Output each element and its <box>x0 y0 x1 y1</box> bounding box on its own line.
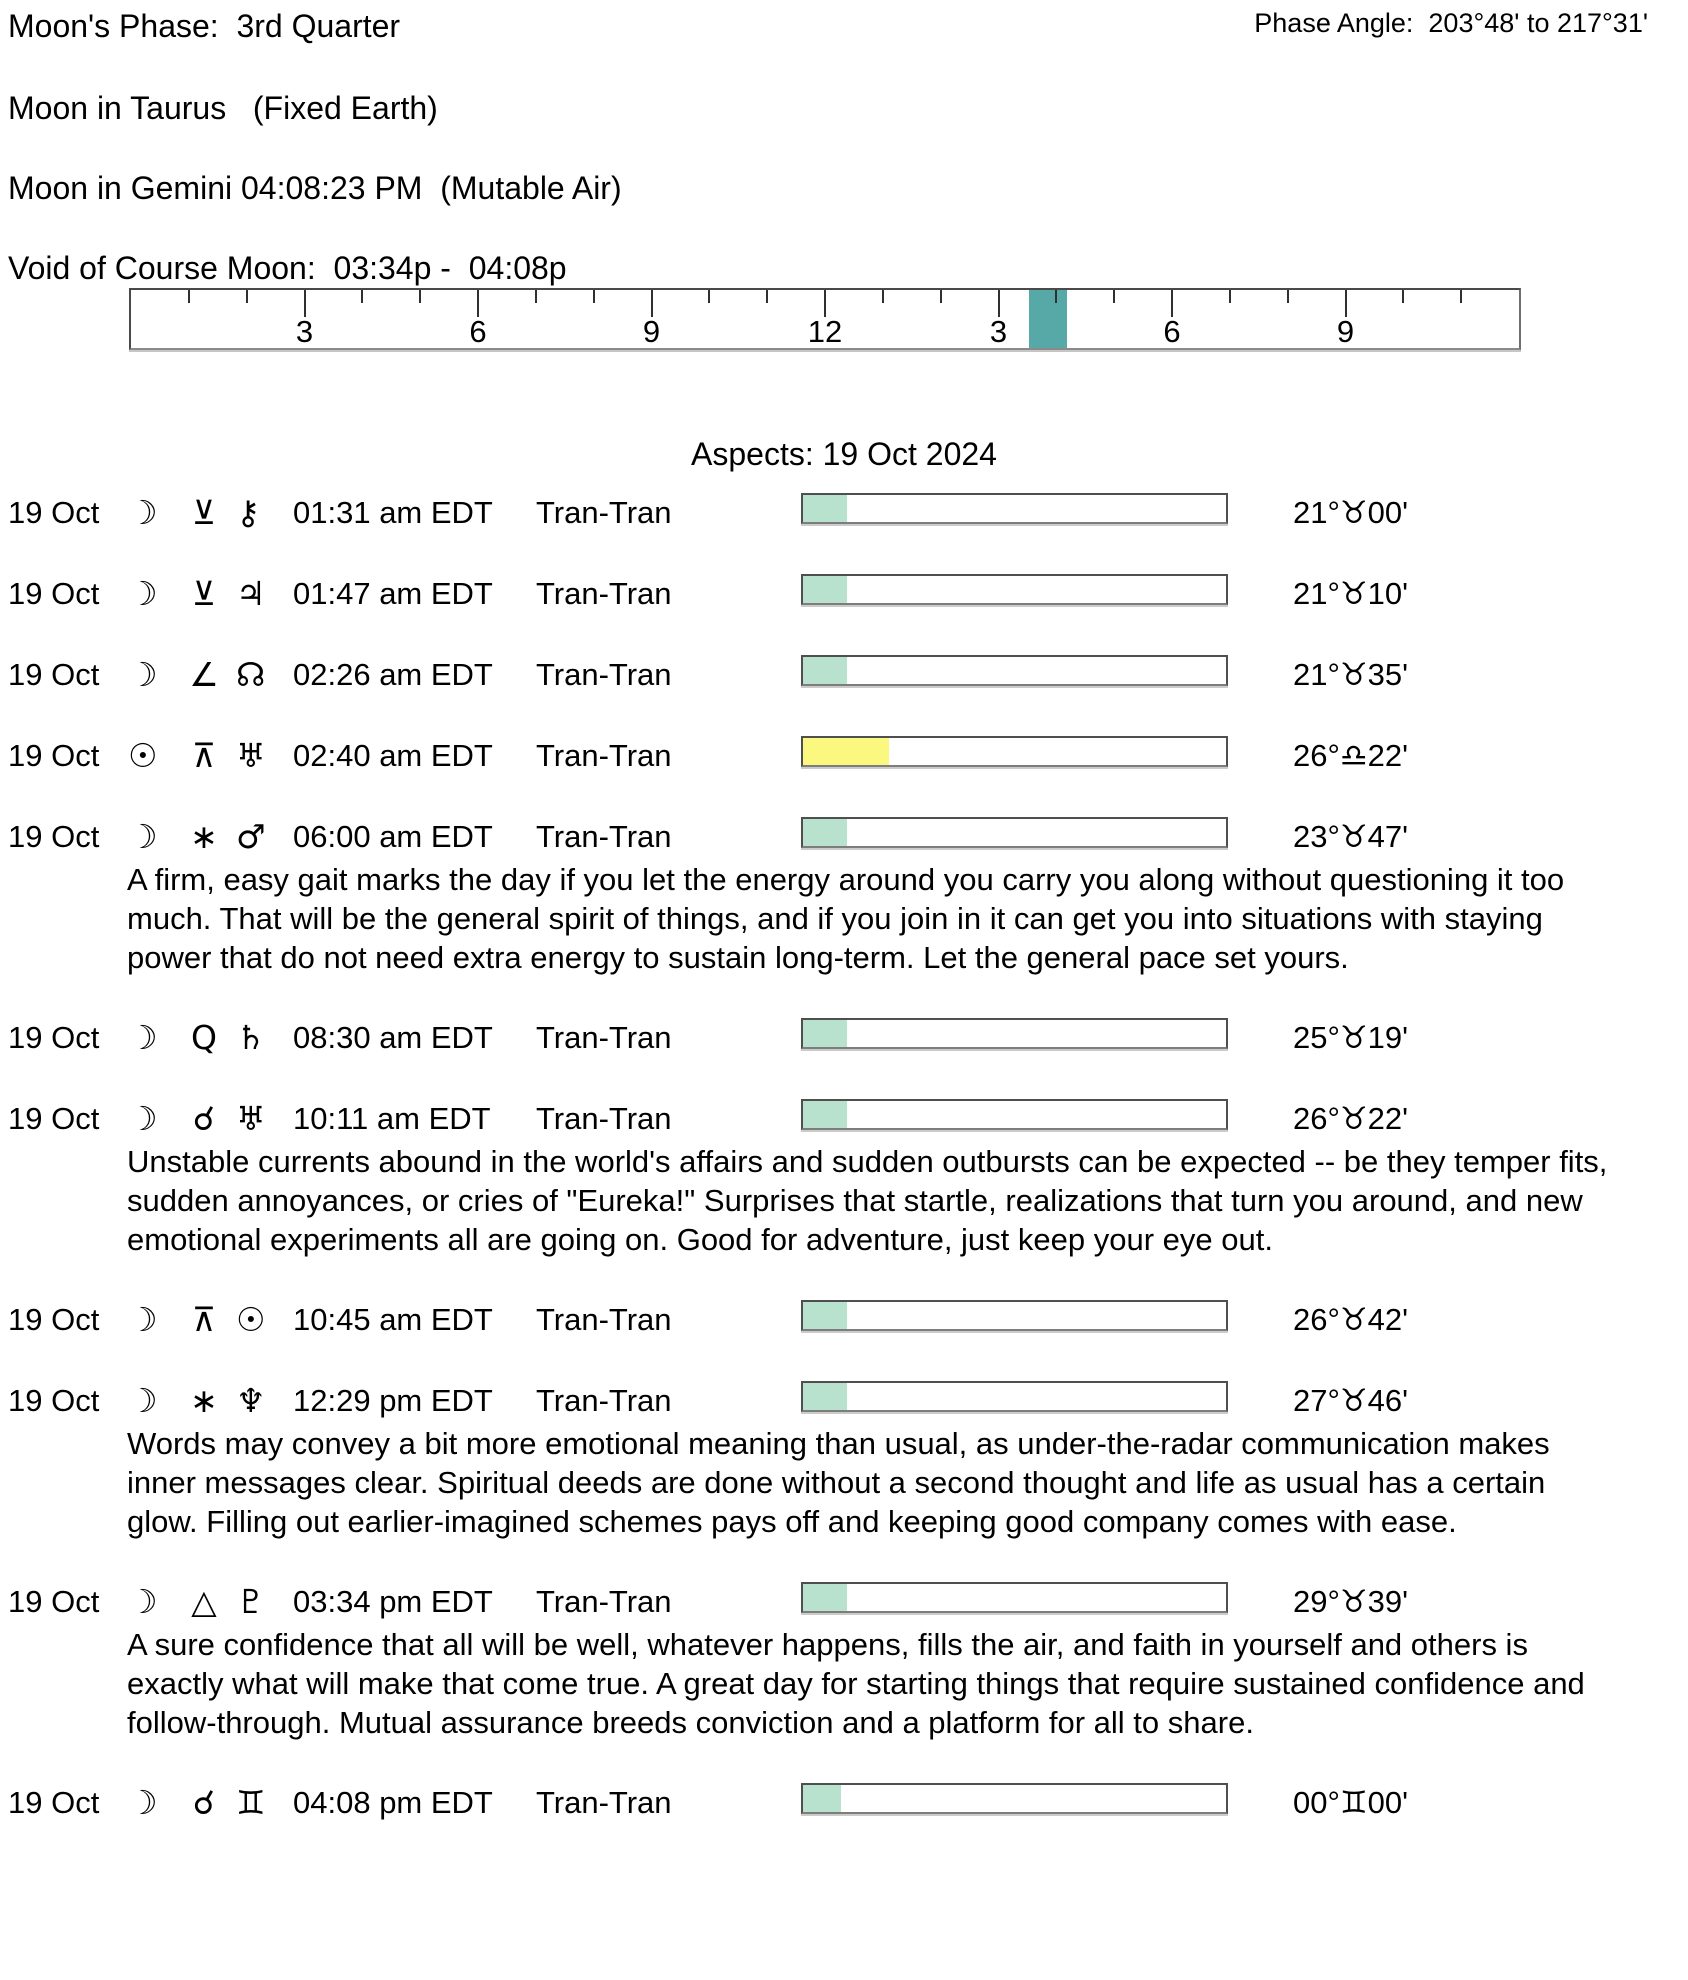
aspect-degree: 21°♉35' <box>1293 657 1409 692</box>
moon-icon: ☽ <box>128 817 158 856</box>
hour-tick <box>1113 290 1115 303</box>
aspect-row <box>0 1018 1688 1057</box>
aspect-type: Tran-Tran <box>536 576 672 611</box>
aspect-type: Tran-Tran <box>536 1785 672 1820</box>
hour-tick <box>1402 290 1404 303</box>
aspect-degree: 26°♎22' <box>1293 738 1409 773</box>
semisextile-icon: ⊻ <box>191 493 217 532</box>
aspect-note: A sure confidence that all will be well, whatever happens, fills the air, and faith in yourself and others is exactly what will make that come true. A great day for starting things that require sustained confidence and follow-through. Mutual assurance breeds conviction and a platform for all to share. <box>127 1627 1585 1740</box>
orb-bar <box>801 1783 1228 1814</box>
orb-bar-fill <box>803 1101 847 1128</box>
hour-tick <box>1055 290 1057 303</box>
aspect-type: Tran-Tran <box>536 1383 672 1418</box>
phase-angle-text: Phase Angle: 203°48' to 217°31' <box>1254 8 1648 38</box>
hour-tick <box>1171 290 1173 317</box>
aspect-time: 10:45 am EDT <box>293 1302 493 1337</box>
aspect-row <box>0 736 1688 775</box>
gemini-icon: ♊ <box>236 1783 266 1822</box>
moon-sign-line-gemini: Moon in Gemini 04:08:23 PM (Mutable Air) <box>8 170 622 206</box>
sun-icon: ☉ <box>128 736 158 775</box>
aspect-degree: 23°♉47' <box>1293 819 1409 854</box>
aspect-row <box>0 1783 1688 1822</box>
aspect-note: Words may convey a bit more emotional meaning than usual, as under-the-radar communication makes inner messages clear. Spiritual deeds are done without a second thought and life as usual has a certain glow. Filling out earlier-imagined schemes pays off and keeping good company comes with ease. <box>127 1426 1550 1539</box>
hour-tick <box>882 290 884 303</box>
hour-tick <box>419 290 421 303</box>
moon-icon: ☽ <box>128 1783 158 1822</box>
aspect-degree: 27°♉46' <box>1293 1383 1409 1418</box>
aspect-degree: 25°♉19' <box>1293 1020 1409 1055</box>
orb-bar <box>801 1381 1228 1412</box>
aspect-row <box>0 655 1688 694</box>
hour-tick <box>477 290 479 317</box>
semisextile-icon: ⊻ <box>191 574 217 613</box>
orb-bar-fill <box>803 1302 847 1329</box>
orb-bar <box>801 493 1228 524</box>
aspect-type: Tran-Tran <box>536 657 672 692</box>
orb-bar-fill <box>803 1383 847 1410</box>
chiron-icon: ⚷ <box>236 493 261 532</box>
aspect-type: Tran-Tran <box>536 738 672 773</box>
semisquare-icon: ∠ <box>189 655 219 694</box>
aspect-time: 01:31 am EDT <box>293 495 493 530</box>
hour-tick <box>824 290 826 317</box>
orb-bar <box>801 574 1228 605</box>
aspect-time: 02:26 am EDT <box>293 657 493 692</box>
hour-tick <box>1345 290 1347 317</box>
quintile-icon: Q <box>191 1018 217 1057</box>
aspect-row <box>0 1582 1688 1621</box>
aspect-type: Tran-Tran <box>536 1101 672 1136</box>
voc-timeline-ruler <box>129 288 1521 350</box>
quincunx-icon: ⊼ <box>191 736 217 775</box>
mars-icon: ♂ <box>236 817 266 856</box>
orb-bar-fill <box>803 738 889 765</box>
aspect-time: 02:40 am EDT <box>293 738 493 773</box>
aspect-date: 19 Oct <box>8 576 100 611</box>
hour-label: 9 <box>1336 314 1355 349</box>
aspect-time: 10:11 am EDT <box>293 1101 491 1136</box>
moon-sign-line-taurus: Moon in Taurus (Fixed Earth) <box>8 90 438 126</box>
moon-icon: ☽ <box>128 574 158 613</box>
hour-label: 3 <box>295 314 314 349</box>
aspect-row <box>0 1300 1688 1339</box>
orb-bar-fill <box>803 1020 847 1047</box>
aspect-time: 03:34 pm EDT <box>293 1584 493 1619</box>
hour-tick <box>535 290 537 303</box>
aspect-time: 06:00 am EDT <box>293 819 493 854</box>
aspect-date: 19 Oct <box>8 657 100 692</box>
hour-label: 3 <box>989 314 1008 349</box>
aspect-time: 01:47 am EDT <box>293 576 493 611</box>
aspect-note: A firm, easy gait marks the day if you let the energy around you carry you along without questioning it too much. That will be the general spirit of things, and if you join in it can get you into situations with staying power that do not need extra energy to sustain long-term. Let the general pace set yours. <box>127 862 1565 975</box>
sun-icon: ☉ <box>236 1300 266 1339</box>
jupiter-icon: ♃ <box>236 574 266 613</box>
aspect-date: 19 Oct <box>8 1584 100 1619</box>
hour-tick <box>1229 290 1231 303</box>
orb-bar-fill <box>803 1785 841 1812</box>
orb-bar <box>801 1300 1228 1331</box>
aspect-degree: 26°♉42' <box>1293 1302 1409 1337</box>
moon-icon: ☽ <box>128 655 158 694</box>
aspect-date: 19 Oct <box>8 738 100 773</box>
orb-bar <box>801 1582 1228 1613</box>
aspect-list <box>0 493 1688 1867</box>
hour-tick <box>1460 290 1462 303</box>
conjunction-icon: ☌ <box>192 1099 216 1138</box>
aspect-type: Tran-Tran <box>536 819 672 854</box>
aspect-row <box>0 574 1688 613</box>
voc-period-marker <box>1029 290 1067 348</box>
aspect-degree: 26°♉22' <box>1293 1101 1409 1136</box>
hour-label: 12 <box>807 314 843 349</box>
hour-tick <box>651 290 653 317</box>
moon-icon: ☽ <box>128 1099 158 1138</box>
aspect-row <box>0 817 1688 856</box>
saturn-icon: ♄ <box>236 1018 266 1057</box>
aspect-row <box>0 1099 1688 1138</box>
aspects-title: Aspects: 19 Oct 2024 <box>691 436 997 472</box>
orb-bar-fill <box>803 819 847 846</box>
hour-tick <box>593 290 595 303</box>
moon-icon: ☽ <box>128 1582 158 1621</box>
moon-icon: ☽ <box>128 1300 158 1339</box>
neptune-icon: ♆ <box>236 1381 266 1420</box>
hour-tick <box>188 290 190 303</box>
hour-tick <box>304 290 306 317</box>
hour-label: 6 <box>1163 314 1181 349</box>
hour-tick <box>998 290 1000 317</box>
sextile-icon: ∗ <box>190 1381 218 1420</box>
orb-bar <box>801 817 1228 848</box>
hour-tick <box>246 290 248 303</box>
orb-bar <box>801 1018 1228 1049</box>
aspect-date: 19 Oct <box>8 819 100 854</box>
uranus-icon: ♅ <box>236 736 266 775</box>
aspect-degree: 00°♊00' <box>1293 1785 1409 1820</box>
aspect-date: 19 Oct <box>8 1101 100 1136</box>
trine-icon: △ <box>191 1582 217 1621</box>
aspect-date: 19 Oct <box>8 1020 100 1055</box>
moon-icon: ☽ <box>128 493 158 532</box>
moon-icon: ☽ <box>128 1381 158 1420</box>
orb-bar <box>801 736 1228 767</box>
aspect-degree: 29°♉39' <box>1293 1584 1409 1619</box>
aspect-type: Tran-Tran <box>536 1302 672 1337</box>
aspect-time: 08:30 am EDT <box>293 1020 493 1055</box>
aspect-date: 19 Oct <box>8 1383 100 1418</box>
orb-bar-fill <box>803 495 847 522</box>
hour-tick <box>708 290 710 303</box>
aspect-date: 19 Oct <box>8 495 100 530</box>
aspect-date: 19 Oct <box>8 1785 100 1820</box>
aspect-type: Tran-Tran <box>536 1584 672 1619</box>
orb-bar-fill <box>803 1584 847 1611</box>
aspect-row <box>0 1381 1688 1420</box>
hour-tick <box>766 290 768 303</box>
hour-label: 9 <box>642 314 661 349</box>
aspect-degree: 21°♉10' <box>1293 576 1409 611</box>
aspect-date: 19 Oct <box>8 1302 100 1337</box>
orb-bar-fill <box>803 657 847 684</box>
aspect-row <box>0 493 1688 532</box>
aspect-time: 12:29 pm EDT <box>293 1383 493 1418</box>
sextile-icon: ∗ <box>190 817 218 856</box>
hour-tick <box>361 290 363 303</box>
aspect-type: Tran-Tran <box>536 495 672 530</box>
orb-bar <box>801 655 1228 686</box>
moon-icon: ☽ <box>128 1018 158 1057</box>
aspect-note: Unstable currents abound in the world's affairs and sudden outbursts can be expected -- be they temper fits, sudden annoyances, or cries of "Eureka!" Surprises that startle, realizations that turn you around, and new emotional experiments all are going on. Good for adventure, just keep your eye out. <box>127 1144 1608 1257</box>
aspect-degree: 21°♉00' <box>1293 495 1409 530</box>
uranus-icon: ♅ <box>236 1099 266 1138</box>
moons-phase-text: Moon's Phase: 3rd Quarter <box>8 8 401 44</box>
aspect-type: Tran-Tran <box>536 1020 672 1055</box>
pluto-icon: ♇ <box>236 1582 266 1621</box>
orb-bar-fill <box>803 576 847 603</box>
orb-bar <box>801 1099 1228 1130</box>
hour-tick <box>1287 290 1289 303</box>
quincunx-icon: ⊼ <box>191 1300 217 1339</box>
north-node-icon: ☊ <box>236 655 266 694</box>
hour-label: 6 <box>469 314 487 349</box>
hour-tick <box>940 290 942 303</box>
conjunction-icon: ☌ <box>192 1783 216 1822</box>
void-of-course-text: Void of Course Moon: 03:34p - 04:08p <box>8 250 567 286</box>
aspect-time: 04:08 pm EDT <box>293 1785 493 1820</box>
